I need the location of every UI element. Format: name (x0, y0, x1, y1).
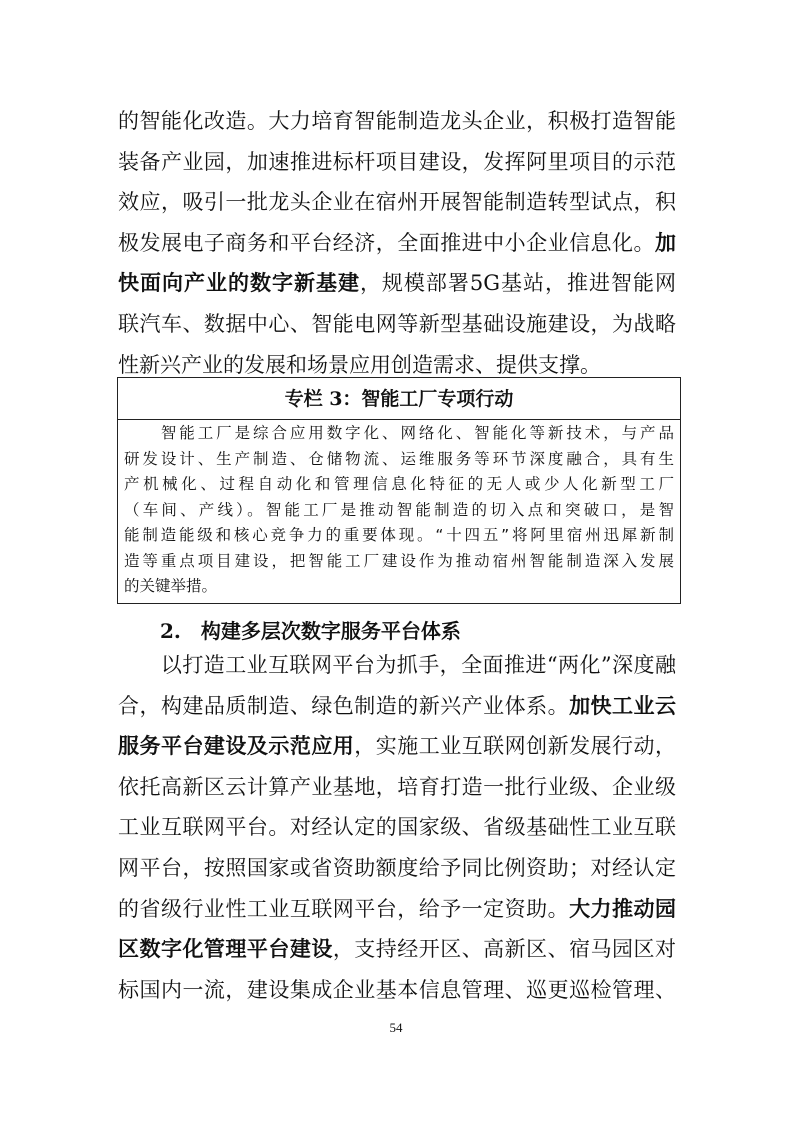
bold-text-segment: 加快工业云 (569, 692, 676, 718)
text-line (118, 107, 676, 135)
box-text-line: 研发设计、生产制造、仓储物流、运维服务等环节深度融合，具有生 (124, 449, 674, 468)
page-number: 54 (389, 1020, 403, 1035)
bold-text-segment: 区数字化管理平台建设 (118, 936, 333, 962)
text-segment: 的省级行业性工业互联网平台，给予一定资助。 (118, 896, 570, 921)
text-segment: 合，构建品质制造、绿色制造的新兴产业体系。 (118, 693, 570, 718)
text-segment: 依托高新区云计算产业基地，培育打造一批行业级、企业级 (118, 774, 676, 799)
bold-text-segment: 快面向产业的数字新基建 (118, 270, 360, 296)
text-line (118, 854, 676, 882)
text-line (118, 732, 676, 760)
text-segment: 效应，吸引一批龙头企业在宿州开展智能制造转型试点，积 (118, 190, 676, 215)
text-line (118, 651, 676, 679)
text-segment: ，实施工业互联网创新发展行动， (354, 734, 676, 759)
box-text-line: （车间、产线）。智能工厂是推动智能制造的切入点和突破口，是智 (124, 500, 674, 519)
text-line (118, 310, 676, 338)
text-segment: 工业互联网平台。对经认定的国家级、省级基础性工业互联 (118, 815, 676, 840)
text-segment: 性新兴产业的发展和场景应用创造需求、提供支撑。 (118, 352, 601, 377)
text-line (118, 229, 676, 257)
bold-text-segment: 加 (655, 229, 676, 255)
bold-text-segment: 大力推动园 (569, 895, 676, 921)
text-segment: 极发展电子商务和平台经济，全面推进中小企业信息化。 (118, 230, 655, 255)
text-line (118, 351, 676, 379)
text-segment: 装备产业园，加速推进标杆项目建设，发挥阿里项目的示范 (118, 149, 676, 174)
box-text-line: 的关键举措。 (124, 577, 218, 595)
text-segment: ，规模部署5G基站，推进智能网 (359, 271, 676, 296)
text-line (118, 813, 676, 841)
text-segment: 标国内一流，建设集成企业基本信息管理、巡更巡检管理、 (118, 977, 676, 1002)
section-heading: 2. 构建多层次数字服务平台体系 (160, 619, 461, 643)
text-segment: ，支持经开区、高新区、宿马园区对 (332, 937, 676, 962)
text-line (118, 935, 676, 963)
special-column-box (117, 377, 681, 604)
text-segment: 以打造工业互联网平台为抓手，全面推进“两化”深度融 (118, 653, 676, 677)
box-text-line: 能制造能级和核心竞争力的重要体现。“十四五”将阿里宿州迅犀新制 (124, 526, 674, 544)
text-segment: 的智能化改造。大力培育智能制造龙头企业，积极打造智能 (118, 109, 676, 133)
text-line (118, 773, 676, 801)
text-segment: 联汽车、数据中心、智能电网等新型基础设施建设，为战略 (118, 312, 676, 336)
box-text-line: 智能工厂是综合应用数字化、网络化、智能化等新技术，与产品 (124, 424, 674, 442)
box-text-line: 造等重点项目建设，把智能工厂建设作为推动宿州智能制造深入发展 (124, 551, 674, 570)
text-segment: 网平台，按照国家或省资助额度给予同比例资助；对经认定 (118, 856, 676, 880)
special-column-title: 专栏 3：智能工厂专项行动 (118, 378, 680, 420)
text-line (118, 269, 676, 297)
box-text-line: 产机械化、过程自动化和管理信息化特征的无人或少人化新型工厂 (124, 475, 674, 493)
text-line (118, 148, 676, 176)
text-line (118, 188, 676, 216)
text-line (118, 976, 676, 1004)
bold-text-segment: 服务平台建设及示范应用 (118, 733, 355, 759)
text-line (118, 692, 676, 720)
text-line (118, 895, 676, 923)
